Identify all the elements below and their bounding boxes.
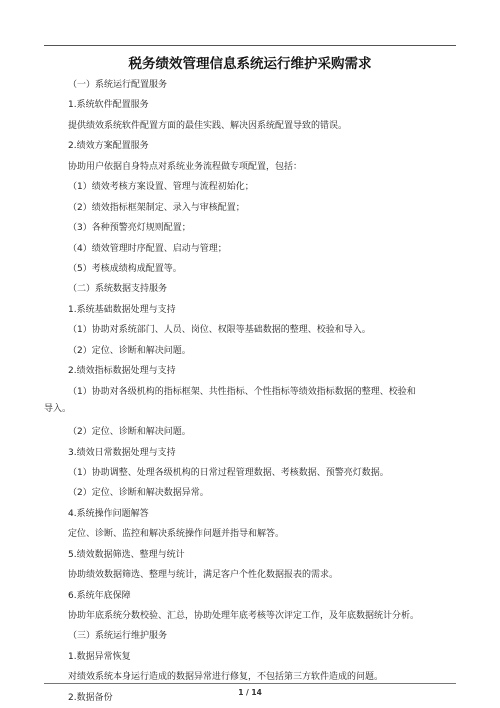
list-item: （1）协助对各级机构的指标框架、共性指标、个性指标等绩效指标数据的整理、校验和 xyxy=(68,386,416,397)
subsection-heading: 1.系统基础数据处理与支持 xyxy=(68,304,176,315)
document-title: 税务绩效管理信息系统运行维护采购需求 xyxy=(128,56,372,72)
section-heading: （二）系统数据支持服务 xyxy=(68,284,168,295)
subsection-heading: 3.绩效日常数据处理与支持 xyxy=(68,447,176,458)
subsection-heading: 1.数据异常恢复 xyxy=(68,651,131,662)
list-item: （1）绩效考核方案设置、管理与流程初始化； xyxy=(68,182,254,193)
subsection-heading: 5.绩效数据筛选、整理与统计 xyxy=(68,549,185,560)
subsection-heading: 2.绩效指标数据处理与支持 xyxy=(68,366,176,377)
subsection-heading: 2.绩效方案配置服务 xyxy=(68,141,149,152)
list-item: （3）各种预警亮灯规则配置； xyxy=(68,223,191,234)
paragraph: 协助年底系统分数校验、汇总，协助处理年底考核等次评定工作，及年底数据统计分析。 xyxy=(68,611,420,621)
subsection-heading: 1.系统软件配置服务 xyxy=(68,100,149,111)
paragraph: 提供绩效系统软件配置方面的最佳实践、解决因系统配置导致的错误。 xyxy=(68,120,348,131)
document-body xyxy=(44,75,460,708)
list-item-continuation: 导入。 xyxy=(44,403,72,414)
list-item: （1）协助对系统部门、人员、岗位、权限等基础数据的整理、校验和导入。 xyxy=(68,325,371,336)
list-item: （2）定位、诊断和解决问题。 xyxy=(68,345,191,356)
list-item: （2）绩效指标框架制定、录入与审核配置； xyxy=(68,202,245,213)
list-item: （2）定位、诊断和解决问题。 xyxy=(68,427,191,438)
subsection-heading: 4.系统操作问题解答 xyxy=(68,508,149,519)
footer-rule xyxy=(44,683,456,684)
section-heading: （一）系统运行配置服务 xyxy=(68,80,168,90)
list-item: （5）考核成绩构成配置等。 xyxy=(68,263,182,274)
list-item: （4）绩效管理时序配置、启动与管理； xyxy=(68,243,227,254)
page-number: 1 / 14 xyxy=(238,688,262,697)
paragraph: 协助绩效数据筛选、整理与统计，满足客户个性化数据报表的需求。 xyxy=(68,570,339,581)
paragraph: 定位、诊断、监控和解决系统操作问题并指导和解答。 xyxy=(68,529,285,540)
subsection-heading: 6.系统年底保障 xyxy=(68,590,131,601)
header-rule xyxy=(44,45,456,46)
subsection-heading: 2.数据备份 xyxy=(68,692,113,703)
list-item: （1）协助调整、处理各级机构的日常过程管理数据、考核数据、预警亮灯数据。 xyxy=(68,467,389,478)
paragraph: 协助用户依据自身特点对系统业务流程做专项配置，包括： xyxy=(68,161,303,172)
paragraph: 对绩效系统本身运行造成的数据异常进行修复，不包括第三方软件造成的问题。 xyxy=(68,672,384,683)
list-item: （2）定位、诊断和解决数据异常。 xyxy=(68,488,209,499)
section-heading: （三）系统运行维护服务 xyxy=(68,631,168,642)
